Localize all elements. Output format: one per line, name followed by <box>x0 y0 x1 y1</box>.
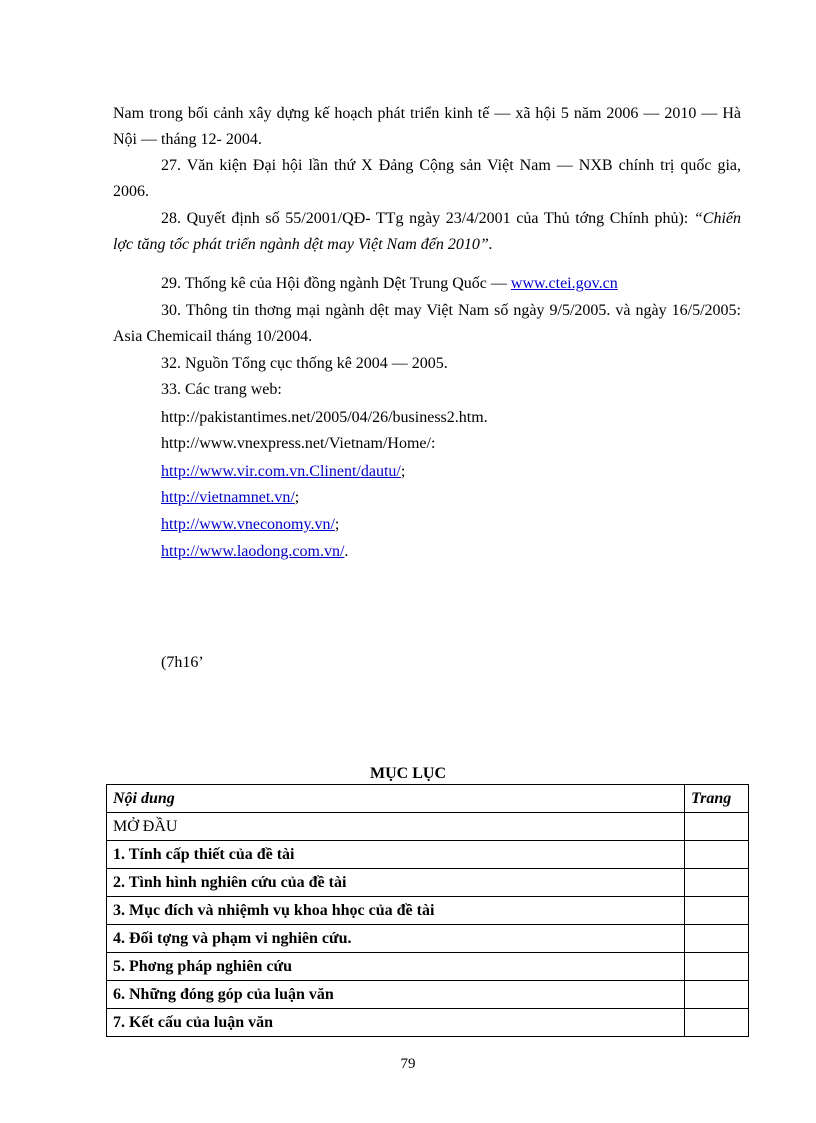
toc-row-label: 5. Phơng pháp nghiên cứu <box>107 953 685 981</box>
url-link[interactable]: http://vietnamnet.vn/ <box>161 489 295 506</box>
toc-row-page <box>685 981 749 1009</box>
page-number: 79 <box>400 1056 416 1072</box>
reference-27: 27. Văn kiện Đại hội lần thứ X Đảng Cộng sản Việt Nam — NXB chính trị quốc gia, 2006. <box>113 157 741 200</box>
url-link[interactable]: http://www.laodong.com.vn/ <box>161 543 345 560</box>
time-note: (7h16’ <box>161 654 204 671</box>
url-link-item: http://www.laodong.com.vn/. <box>161 543 349 560</box>
reference-28-italic-title: “Chiến lợc tăng tốc phát triển ngành dệt may Việt Nam đến 2010”. <box>113 210 741 253</box>
reference-30: 30. Thông tin thơng mại ngành dệt may Việt Nam số ngày 9/5/2005. và ngày 16/5/2005: Asia Chemicail tháng 10/2004. <box>113 302 741 345</box>
url-link-item: http://www.vir.com.vn.Clinent/dautu/; <box>161 463 406 480</box>
reference-33: 33. Các trang web: <box>161 381 282 398</box>
url-link-item: http://www.vneconomy.vn/; <box>161 516 340 533</box>
toc-row <box>107 981 749 1009</box>
toc-row-page <box>685 869 749 897</box>
toc-header-row <box>107 785 749 813</box>
url-link[interactable]: http://www.vir.com.vn.Clinent/dautu/ <box>161 463 401 480</box>
toc-row <box>107 841 749 869</box>
reference-28-text: 28. Quyết định số 55/2001/QĐ- TTg ngày 23/4/2001 của Thủ tớng Chính phủ): <box>161 210 694 227</box>
toc-row <box>107 953 749 981</box>
toc-row-label: MỞ ĐẦU <box>107 813 685 841</box>
reference-28 <box>113 206 741 258</box>
toc-row-page <box>685 841 749 869</box>
toc-table <box>106 784 749 1037</box>
toc-row <box>107 925 749 953</box>
toc-row-label: 7. Kết cấu của luận văn <box>107 1009 685 1037</box>
reference-29 <box>113 271 741 297</box>
toc-row-page <box>685 813 749 841</box>
toc-row-page <box>685 897 749 925</box>
url-plain: http://pakistantimes.net/2005/04/26/business2.htm. <box>161 409 488 426</box>
toc-row <box>107 897 749 925</box>
toc-row-label: 6. Những đóng góp của luận văn <box>107 981 685 1009</box>
url-link[interactable]: http://www.vneconomy.vn/ <box>161 516 335 533</box>
toc-row <box>107 813 749 841</box>
url-link-item: http://vietnamnet.vn/; <box>161 489 300 506</box>
toc-row-page <box>685 953 749 981</box>
reference-continuation: Nam trong bối cảnh xây dựng kế hoạch phát triển kinh tế — xã hội 5 năm 2006 — 2010 — Hà Nội — tháng 12- 2004. <box>113 105 741 148</box>
toc-row-page <box>685 1009 749 1037</box>
toc-row-label: 2. Tình hình nghiên cứu của đề tài <box>107 869 685 897</box>
toc-row-page <box>685 925 749 953</box>
toc-row-label: 3. Mục đích và nhiệmh vụ khoa hhọc của đề tài <box>107 897 685 925</box>
reference-29-text: 29. Thống kê của Hội đồng ngành Dệt Trung Quốc — <box>161 275 511 292</box>
toc-row <box>107 869 749 897</box>
reference-32: 32. Nguồn Tổng cục thống kê 2004 — 2005. <box>161 355 448 372</box>
toc-row-label: 4. Đối tợng và phạm vi nghiên cứu. <box>107 925 685 953</box>
toc-title: MỤC LỤC <box>370 765 446 782</box>
toc-header-content: Nội dung <box>107 785 685 813</box>
reference-29-link[interactable]: www.ctei.gov.cn <box>510 275 618 292</box>
toc-header-page: Trang <box>685 785 749 813</box>
toc-row-label: 1. Tính cấp thiết của đề tài <box>107 841 685 869</box>
url-plain: http://www.vnexpress.net/Vietnam/Home/: <box>161 435 436 452</box>
toc-row <box>107 1009 749 1037</box>
